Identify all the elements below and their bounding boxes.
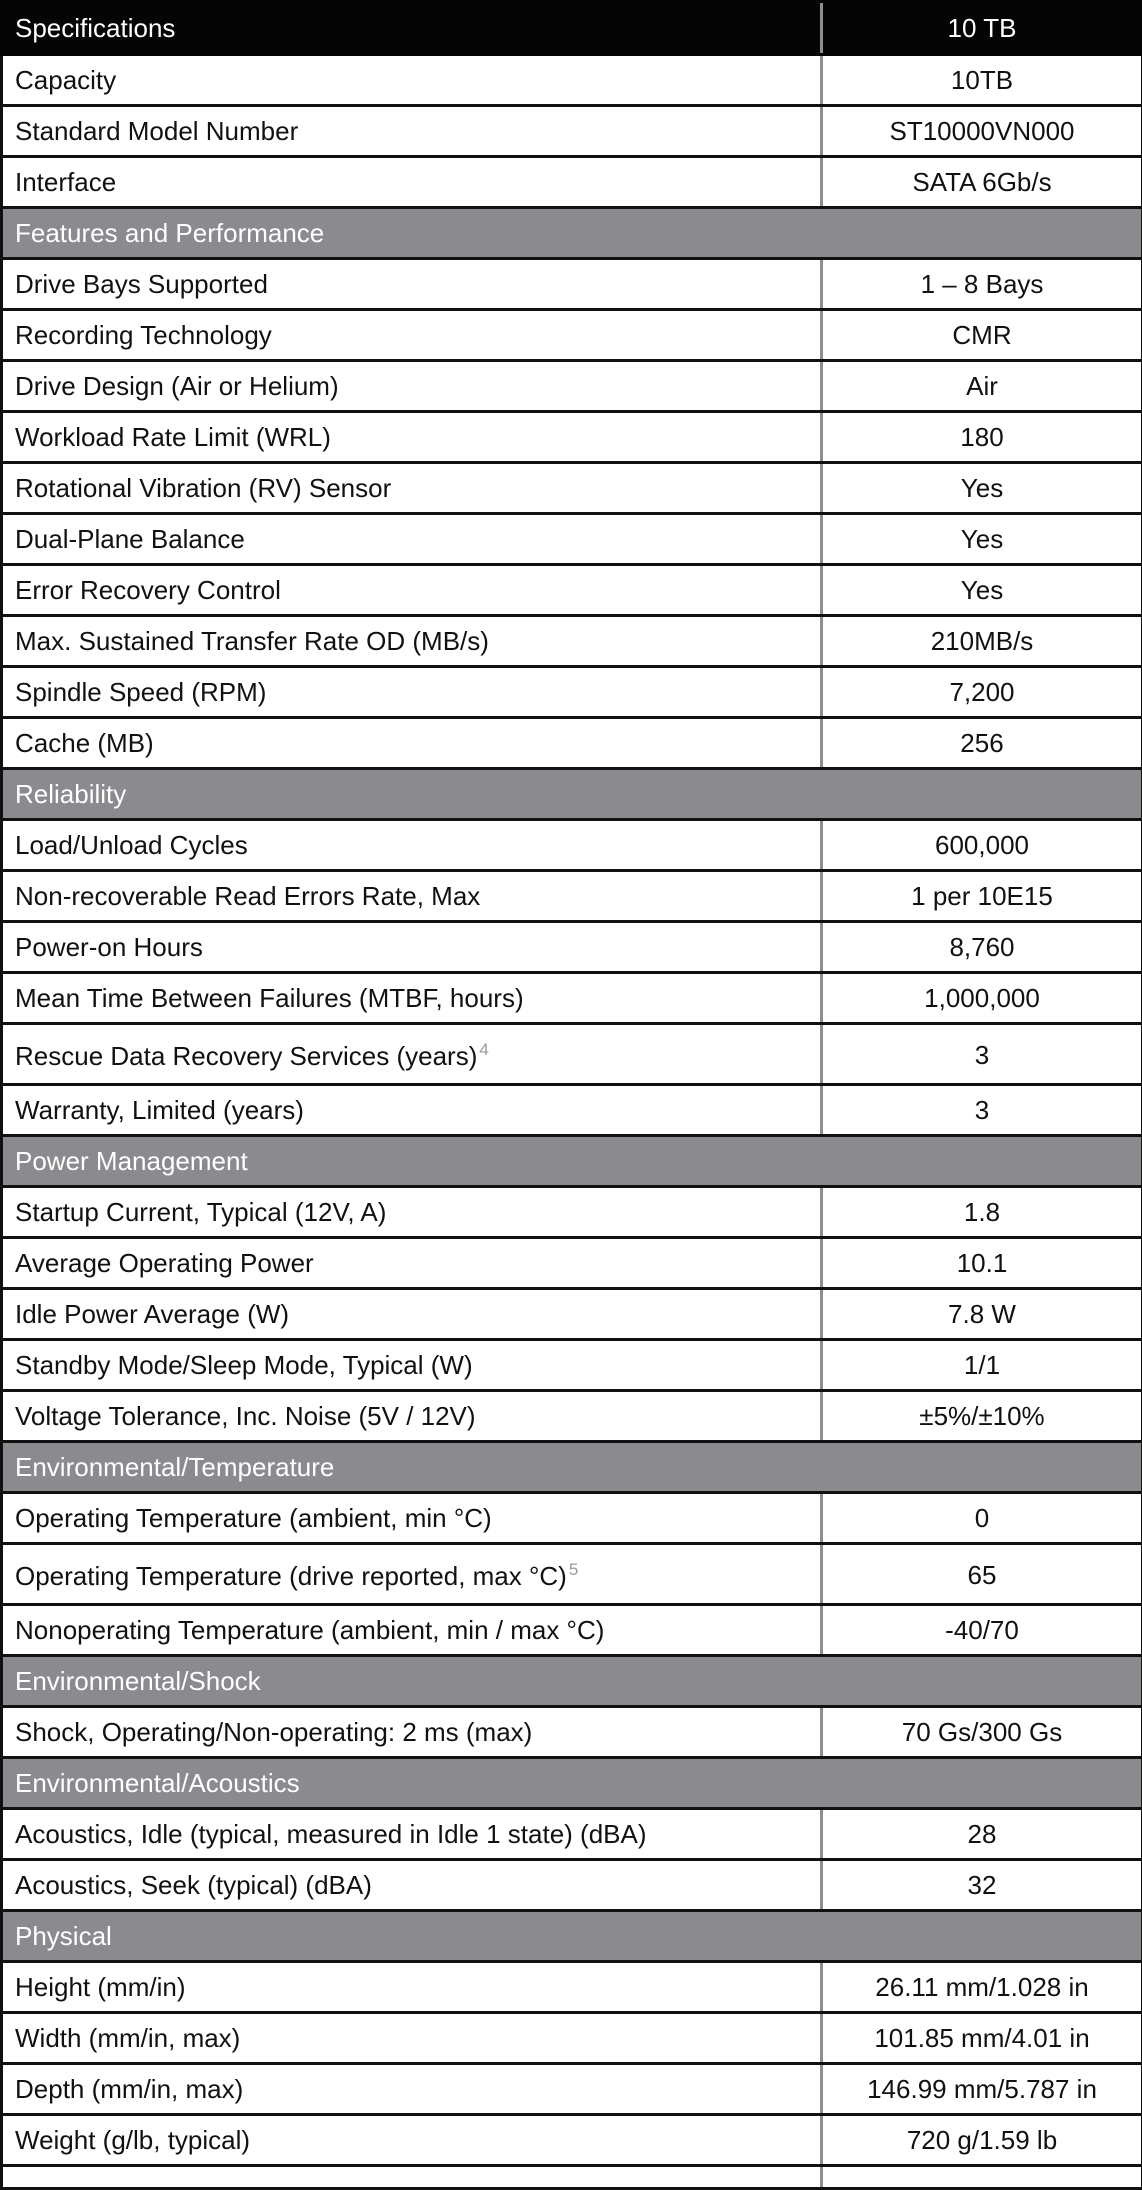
spec-label-cell (2, 463, 822, 514)
spec-label-cell (2, 2064, 822, 2115)
spec-label-cell (2, 1962, 822, 2013)
table-row (2, 361, 1142, 412)
spec-label-cell (2, 565, 822, 616)
header-capacity-column: 10 TB (822, 2, 1142, 55)
spec-label: Drive Design (Air or Helium) (15, 371, 339, 401)
spec-label: Standard Model Number (15, 116, 298, 146)
section-header-row (2, 1911, 1142, 1962)
spec-value: 1.8 (822, 1187, 1142, 1238)
table-row (2, 1391, 1142, 1442)
table-row (2, 157, 1142, 208)
spec-label-cell (2, 667, 822, 718)
spec-value: Yes (822, 565, 1142, 616)
spec-value: 26.11 mm/1.028 in (822, 1962, 1142, 2013)
spec-value: CMR (822, 310, 1142, 361)
spec-label: Capacity (15, 65, 116, 95)
spec-value: 7,200 (822, 667, 1142, 718)
table-row (2, 1493, 1142, 1544)
spec-value: 65 (822, 1544, 1142, 1605)
spec-label: Acoustics, Idle (typical, measured in Idle 1 state) (dBA) (15, 1819, 647, 1849)
table-row (2, 718, 1142, 769)
spec-label-cell (2, 820, 822, 871)
spec-value: 7.8 W (822, 1289, 1142, 1340)
spec-value: 146.99 mm/5.787 in (822, 2064, 1142, 2115)
spec-value: 1 – 8 Bays (822, 259, 1142, 310)
table-row (2, 55, 1142, 106)
truncated-cell (2, 2166, 822, 2189)
spec-label-cell (2, 106, 822, 157)
section-header-row (2, 208, 1142, 259)
spec-label-cell (2, 1493, 822, 1544)
spec-label-cell (2, 1707, 822, 1758)
spec-label: Nonoperating Temperature (ambient, min / max °C) (15, 1615, 604, 1645)
spec-label: Voltage Tolerance, Inc. Noise (5V / 12V) (15, 1401, 476, 1431)
spec-value: 101.85 mm/4.01 in (822, 2013, 1142, 2064)
spec-label: Width (mm/in, max) (15, 2023, 240, 2053)
section-title: Features and Performance (2, 208, 1142, 259)
table-row (2, 412, 1142, 463)
spec-label: Max. Sustained Transfer Rate OD (MB/s) (15, 626, 489, 656)
spec-value: Yes (822, 514, 1142, 565)
spec-label-cell (2, 1605, 822, 1656)
spec-label-cell (2, 1085, 822, 1136)
spec-label-cell (2, 2013, 822, 2064)
spec-label: Rescue Data Recovery Services (years) (15, 1041, 477, 1071)
spec-label-cell (2, 157, 822, 208)
spec-value: SATA 6Gb/s (822, 157, 1142, 208)
spec-label: Interface (15, 167, 116, 197)
section-header-row (2, 769, 1142, 820)
spec-label: Startup Current, Typical (12V, A) (15, 1197, 386, 1227)
table-row (2, 871, 1142, 922)
spec-label-cell (2, 310, 822, 361)
section-header-row (2, 1656, 1142, 1707)
section-title: Environmental/Acoustics (2, 1758, 1142, 1809)
section-title: Power Management (2, 1136, 1142, 1187)
section-title: Physical (2, 1911, 1142, 1962)
spec-label: Operating Temperature (drive reported, max °C) (15, 1561, 567, 1591)
table-row (2, 1860, 1142, 1911)
spec-label-cell (2, 718, 822, 769)
table-row (2, 1962, 1142, 2013)
spec-value: ST10000VN000 (822, 106, 1142, 157)
table-row (2, 565, 1142, 616)
spec-label-cell (2, 1187, 822, 1238)
spec-label-cell (2, 922, 822, 973)
spec-label-cell (2, 1391, 822, 1442)
footnote-marker: 5 (569, 1560, 578, 1579)
spec-label: Spindle Speed (RPM) (15, 677, 266, 707)
table-row (2, 973, 1142, 1024)
section-header-row (2, 1758, 1142, 1809)
table-row (2, 1340, 1142, 1391)
spec-label: Mean Time Between Failures (MTBF, hours) (15, 983, 524, 1013)
spec-value: 256 (822, 718, 1142, 769)
spec-label: Error Recovery Control (15, 575, 281, 605)
header-label: Specifications (2, 2, 822, 55)
table-row (2, 463, 1142, 514)
table-row (2, 514, 1142, 565)
table-row (2, 310, 1142, 361)
spec-value: 70 Gs/300 Gs (822, 1707, 1142, 1758)
spec-label: Height (mm/in) (15, 1972, 185, 2002)
spec-label-cell (2, 2115, 822, 2166)
spec-value: 720 g/1.59 lb (822, 2115, 1142, 2166)
table-row (2, 106, 1142, 157)
truncated-row (2, 2166, 1142, 2189)
spec-label-cell (2, 259, 822, 310)
spec-label: Shock, Operating/Non-operating: 2 ms (max) (15, 1717, 532, 1747)
spec-label: Idle Power Average (W) (15, 1299, 289, 1329)
spec-label: Standby Mode/Sleep Mode, Typical (W) (15, 1350, 473, 1380)
spec-label-cell (2, 55, 822, 106)
spec-value: 8,760 (822, 922, 1142, 973)
spec-label: Load/Unload Cycles (15, 830, 248, 860)
spec-value: Yes (822, 463, 1142, 514)
section-title: Reliability (2, 769, 1142, 820)
spec-label: Dual-Plane Balance (15, 524, 245, 554)
table-row (2, 2013, 1142, 2064)
table-row (2, 1024, 1142, 1085)
spec-label: Warranty, Limited (years) (15, 1095, 304, 1125)
section-header-row (2, 1136, 1142, 1187)
table-row (2, 1289, 1142, 1340)
spec-label: Recording Technology (15, 320, 272, 350)
spec-label-cell (2, 1544, 822, 1605)
table-row (2, 1238, 1142, 1289)
spec-value: -40/70 (822, 1605, 1142, 1656)
spec-label: Cache (MB) (15, 728, 154, 758)
section-header-row (2, 1442, 1142, 1493)
truncated-cell (822, 2166, 1142, 2189)
spec-value: 10TB (822, 55, 1142, 106)
spec-label: Acoustics, Seek (typical) (dBA) (15, 1870, 372, 1900)
spec-label-cell (2, 1860, 822, 1911)
spec-value: Air (822, 361, 1142, 412)
table-row (2, 1085, 1142, 1136)
spec-label: Operating Temperature (ambient, min °C) (15, 1503, 492, 1533)
table-row (2, 667, 1142, 718)
spec-label-cell (2, 1340, 822, 1391)
spec-label-cell (2, 871, 822, 922)
spec-label-cell (2, 973, 822, 1024)
spec-label-cell (2, 514, 822, 565)
spec-value: 28 (822, 1809, 1142, 1860)
table-row (2, 1187, 1142, 1238)
spec-value: 32 (822, 1860, 1142, 1911)
table-row (2, 1605, 1142, 1656)
spec-label: Power-on Hours (15, 932, 203, 962)
section-title: Environmental/Shock (2, 1656, 1142, 1707)
spec-value: 1,000,000 (822, 973, 1142, 1024)
spec-value: 3 (822, 1024, 1142, 1085)
spec-label: Workload Rate Limit (WRL) (15, 422, 331, 452)
spec-value: 0 (822, 1493, 1142, 1544)
spec-value: 1 per 10E15 (822, 871, 1142, 922)
spec-label: Non-recoverable Read Errors Rate, Max (15, 881, 480, 911)
spec-value: ±5%/±10% (822, 1391, 1142, 1442)
spec-label-cell (2, 1809, 822, 1860)
table-row (2, 616, 1142, 667)
spec-value: 180 (822, 412, 1142, 463)
table-row (2, 820, 1142, 871)
spec-label-cell (2, 361, 822, 412)
table-header-row (2, 2, 1142, 55)
spec-value: 10.1 (822, 1238, 1142, 1289)
spec-label-cell (2, 616, 822, 667)
spec-value: 3 (822, 1085, 1142, 1136)
spec-label: Rotational Vibration (RV) Sensor (15, 473, 391, 503)
spec-value: 1/1 (822, 1340, 1142, 1391)
table-row (2, 922, 1142, 973)
table-row (2, 1544, 1142, 1605)
table-row (2, 2064, 1142, 2115)
footnote-marker: 4 (479, 1040, 488, 1059)
table-row (2, 2115, 1142, 2166)
spec-label-cell (2, 1238, 822, 1289)
section-title: Environmental/Temperature (2, 1442, 1142, 1493)
table-row (2, 1707, 1142, 1758)
spec-label-cell (2, 1024, 822, 1085)
spec-label: Weight (g/lb, typical) (15, 2125, 250, 2155)
table-row (2, 259, 1142, 310)
spec-value: 600,000 (822, 820, 1142, 871)
spec-label-cell (2, 1289, 822, 1340)
spec-value: 210MB/s (822, 616, 1142, 667)
table-row (2, 1809, 1142, 1860)
spec-label: Drive Bays Supported (15, 269, 268, 299)
specifications-table-body (2, 2, 1142, 2189)
spec-label: Average Operating Power (15, 1248, 314, 1278)
spec-label-cell (2, 412, 822, 463)
spec-label: Depth (mm/in, max) (15, 2074, 243, 2104)
